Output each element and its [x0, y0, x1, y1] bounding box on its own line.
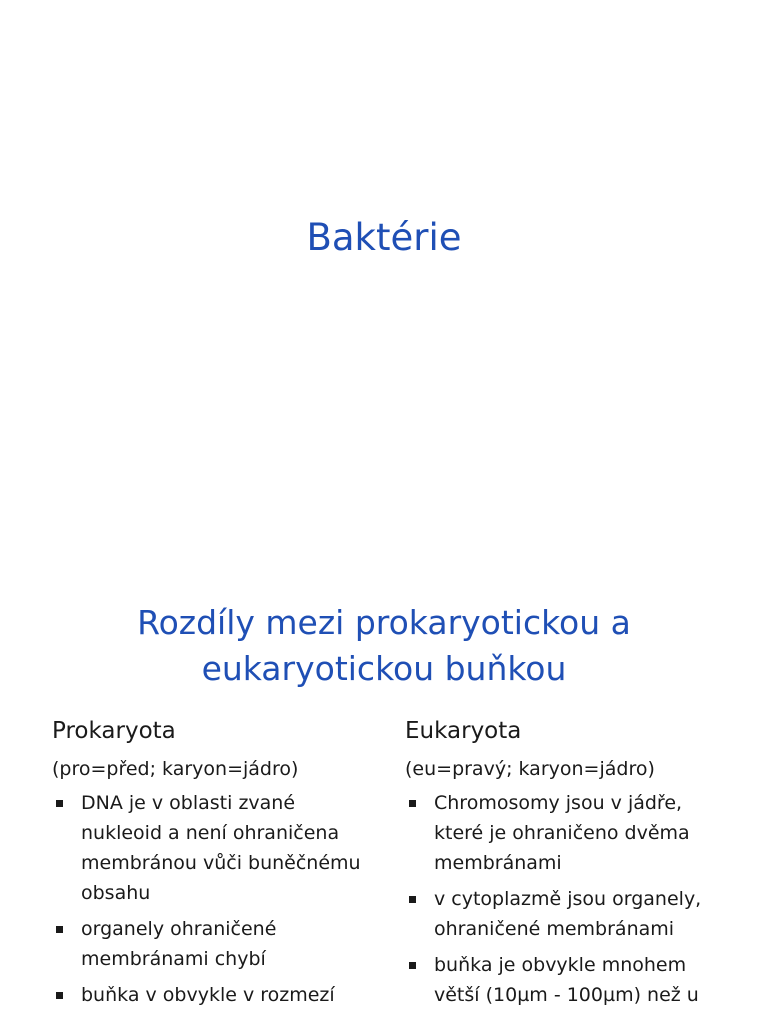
square-bullet-icon — [56, 926, 63, 933]
square-bullet-icon — [56, 992, 63, 999]
eukaryota-title: Eukaryota — [405, 718, 522, 744]
comparison-heading — [40, 600, 728, 692]
list-item-text: buňka je obvykle mnohem větší (10µm - 100µm) než u — [434, 954, 699, 1006]
list-item — [405, 788, 735, 878]
prokaryota-bullet-list — [52, 788, 372, 1010]
list-item — [52, 914, 372, 974]
list-item — [405, 950, 735, 1010]
square-bullet-icon — [409, 800, 416, 807]
slide-comparison — [0, 576, 768, 1024]
prokaryota-title: Prokaryota — [52, 718, 176, 744]
list-item — [52, 980, 372, 1010]
list-item-text: organely ohraničené membránami chybí — [81, 918, 277, 970]
square-bullet-icon — [56, 800, 63, 807]
list-item-text: v cytoplazmě jsou organely, ohraničené membránami — [434, 888, 702, 940]
square-bullet-icon — [409, 896, 416, 903]
square-bullet-icon — [409, 962, 416, 969]
comparison-heading-line-2: eukaryotickou buňkou — [201, 649, 567, 688]
comparison-heading-line-1: Rozdíly mezi prokaryotickou a — [137, 603, 631, 642]
prokaryota-column — [52, 716, 372, 1016]
list-item-text: buňka v obvykle v rozmezí — [81, 984, 335, 1006]
eukaryota-column — [405, 716, 735, 1016]
list-item-text: Chromosomy jsou v jádře, které je ohraničeno dvěma membránami — [434, 792, 690, 874]
eukaryota-subtitle: (eu=pravý; karyon=jádro) — [405, 758, 655, 780]
eukaryota-bullet-list — [405, 788, 735, 1010]
slide-title-heading: Baktérie — [306, 216, 462, 259]
list-item — [52, 788, 372, 908]
list-item-text: DNA je v oblasti zvané nukleoid a není ohraničena membránou vůči buněčnému obsahu — [81, 792, 361, 904]
list-item — [405, 884, 735, 944]
prokaryota-subtitle: (pro=před; karyon=jádro) — [52, 758, 299, 780]
